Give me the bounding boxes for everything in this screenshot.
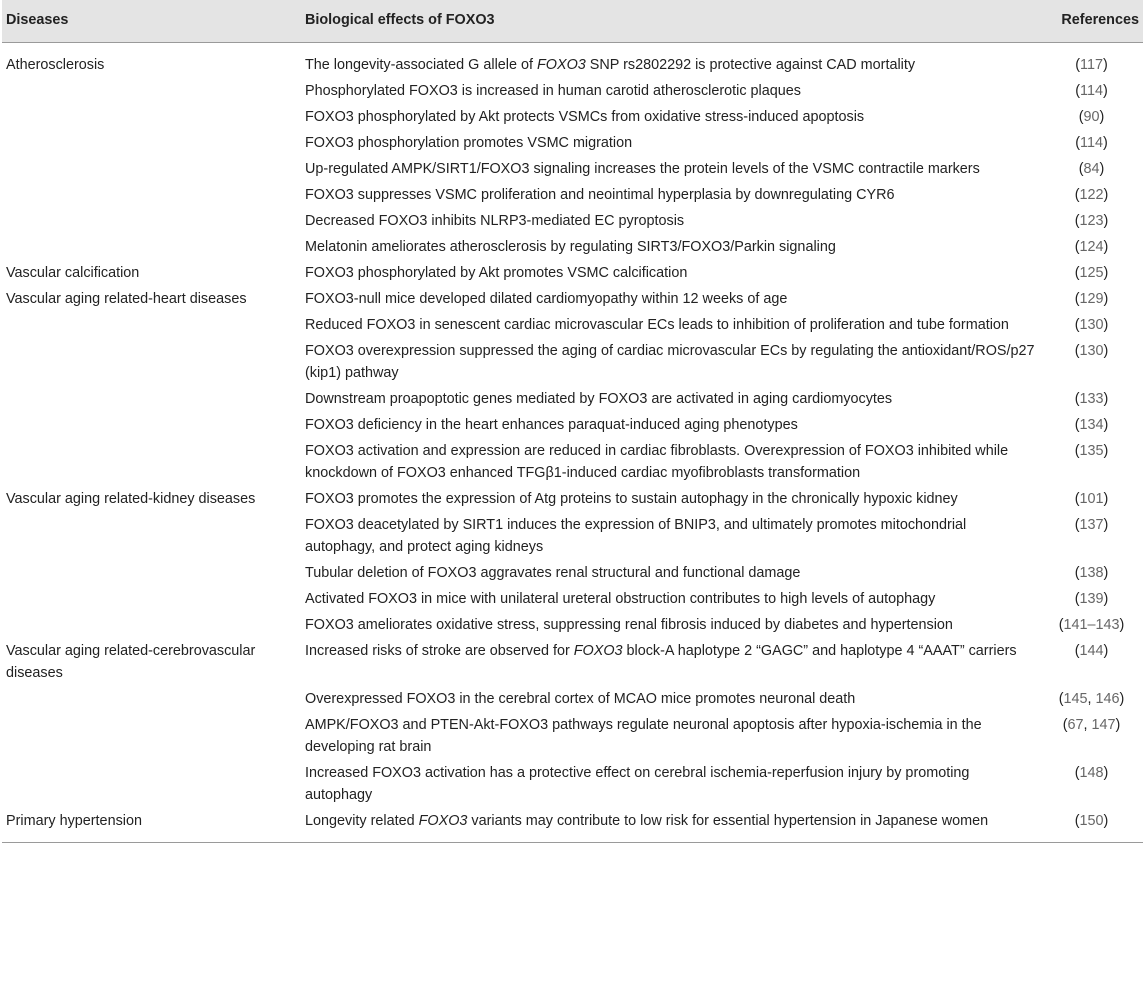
disease-cell <box>2 312 301 338</box>
reference-cell: (133) <box>1074 391 1109 407</box>
effect-text: Downstream proapoptotic genes mediated by FOXO3 are activated in aging cardiomyocytes <box>305 391 893 407</box>
table-row <box>2 312 1143 338</box>
table-row <box>2 712 1143 760</box>
gene-name-italic: FOXO3 <box>536 57 586 73</box>
effect-cell <box>301 412 1040 438</box>
reference-link[interactable]: 135 <box>1079 443 1104 459</box>
table-row <box>2 182 1143 208</box>
reference-cell: (122) <box>1074 187 1109 203</box>
table-row <box>2 612 1143 638</box>
effect-cell <box>301 760 1040 808</box>
effect-text: Reduced FOXO3 in senescent cardiac microvascular ECs leads to inhibition of proliferation and tube formation <box>305 317 1009 333</box>
reference-cell: (114) <box>1075 135 1108 151</box>
table-row <box>2 78 1143 104</box>
reference-cell: (84) <box>1078 161 1105 177</box>
reference-link[interactable]: 117 <box>1080 57 1103 73</box>
disease-cell <box>2 386 301 412</box>
reference-cell: (67, 147) <box>1062 717 1121 733</box>
effect-cell <box>301 638 1040 686</box>
reference-cell: (130) <box>1074 317 1109 333</box>
reference-cell: (148) <box>1074 765 1109 781</box>
disease-cell <box>2 612 301 638</box>
effect-text: Decreased FOXO3 inhibits NLRP3-mediated EC pyroptosis <box>305 213 685 229</box>
effect-text: Up-regulated AMPK/SIRT1/FOXO3 signaling increases the protein levels of the VSMC contractile markers <box>305 161 980 177</box>
reference-link[interactable]: 114 <box>1080 83 1103 99</box>
reference-cell: (137) <box>1074 517 1109 533</box>
disease-cell <box>2 412 301 438</box>
reference-link[interactable]: 141–143 <box>1063 617 1120 633</box>
table-row <box>2 638 1143 686</box>
table-row <box>2 156 1143 182</box>
reference-link[interactable]: 130 <box>1079 343 1104 359</box>
reference-cell: (139) <box>1074 591 1109 607</box>
table-row <box>2 260 1143 286</box>
effect-text: variants may contribute to low risk for essential hypertension in Japanese women <box>467 813 989 829</box>
effect-cell <box>301 104 1040 130</box>
table-row <box>2 412 1143 438</box>
disease-cell <box>2 182 301 208</box>
reference-link[interactable]: 145 <box>1063 691 1088 707</box>
foxo3-table-container <box>2 0 1143 843</box>
effect-text: AMPK/FOXO3 and PTEN-Akt-FOXO3 pathways regulate neuronal apoptosis after hypoxia-ischemia in the developing rat brain <box>305 717 982 755</box>
reference-cell: (123) <box>1074 213 1109 229</box>
reference-link[interactable]: 67 <box>1067 717 1084 733</box>
table-row <box>2 760 1143 808</box>
table-row <box>2 486 1143 512</box>
reference-link[interactable]: 147 <box>1091 717 1116 733</box>
table-header-row <box>2 0 1143 43</box>
disease-cell <box>2 156 301 182</box>
effect-text: FOXO3 activation and expression are reduced in cardiac fibroblasts. Overexpression of FOXO3 inhibited while knockdown of FOXO3 enhanced TFGβ1-induced cardiac myofibroblasts transformation <box>305 443 1009 481</box>
disease-cell: Atherosclerosis <box>6 57 105 73</box>
effect-cell <box>301 260 1040 286</box>
effect-text: FOXO3 promotes the expression of Atg proteins to sustain autophagy in the chronically hypoxic kidney <box>305 491 958 507</box>
reference-cell: (90) <box>1078 109 1105 125</box>
reference-link[interactable]: 133 <box>1079 391 1104 407</box>
reference-link[interactable]: 101 <box>1079 491 1104 507</box>
effect-cell <box>301 612 1040 638</box>
effect-text: Phosphorylated FOXO3 is increased in human carotid atherosclerotic plaques <box>305 83 801 99</box>
disease-cell: Vascular aging related-heart diseases <box>6 291 247 307</box>
effect-cell <box>301 686 1040 712</box>
table-bottom-rule <box>2 842 1143 843</box>
effect-cell <box>301 156 1040 182</box>
reference-cell: (145, 146) <box>1058 691 1125 707</box>
reference-cell: (124) <box>1074 239 1109 255</box>
effect-text: Activated FOXO3 in mice with unilateral ureteral obstruction contributes to high levels of autophagy <box>305 591 936 607</box>
table-row <box>2 286 1143 312</box>
gene-name-italic: FOXO3 <box>418 813 468 829</box>
table-row <box>2 808 1143 842</box>
reference-cell: (117) <box>1075 57 1108 73</box>
effect-text: Overexpressed FOXO3 in the cerebral cortex of MCAO mice promotes neuronal death <box>305 691 856 707</box>
effect-text: FOXO3 phosphorylated by Akt promotes VSMC calcification <box>305 265 688 281</box>
effect-cell <box>301 43 1040 79</box>
effect-text: FOXO3-null mice developed dilated cardiomyopathy within 12 weeks of age <box>305 291 788 307</box>
effect-cell <box>301 286 1040 312</box>
effect-cell <box>301 130 1040 156</box>
reference-link[interactable]: 125 <box>1079 265 1104 281</box>
effect-cell <box>301 78 1040 104</box>
effect-cell <box>301 560 1040 586</box>
effect-cell <box>301 486 1040 512</box>
effect-text: FOXO3 suppresses VSMC proliferation and neointimal hyperplasia by downregulating CYR6 <box>305 187 895 203</box>
table-row <box>2 234 1143 260</box>
effect-text: FOXO3 deacetylated by SIRT1 induces the expression of BNIP3, and ultimately promotes mitochondrial autophagy, and protect aging kidneys <box>305 517 967 555</box>
reference-link[interactable]: 144 <box>1079 643 1104 659</box>
effect-cell <box>301 208 1040 234</box>
table-row <box>2 586 1143 612</box>
disease-cell: Vascular calcification <box>6 265 140 281</box>
disease-cell <box>2 512 301 560</box>
effect-text: block-A haplotype 2 “GAGC” and haplotype 4 “AAAT” carriers <box>622 643 1017 659</box>
table-row <box>2 130 1143 156</box>
effect-text: Increased risks of stroke are observed for <box>305 643 574 659</box>
reference-cell: (114) <box>1075 83 1108 99</box>
disease-cell: Vascular aging related-cerebrovascular diseases <box>6 643 256 681</box>
reference-link[interactable]: 138 <box>1079 565 1104 581</box>
reference-cell: (130) <box>1074 343 1109 359</box>
reference-link[interactable]: 146 <box>1095 691 1120 707</box>
table-row <box>2 43 1143 79</box>
effect-text: Increased FOXO3 activation has a protective effect on cerebral ischemia-reperfusion injury by promoting autophagy <box>305 765 970 803</box>
effect-text: FOXO3 overexpression suppressed the aging of cardiac microvascular ECs by regulating the antioxidant/ROS/p27 (kip1) pathway <box>305 343 1035 381</box>
effect-cell <box>301 338 1040 386</box>
disease-cell: Primary hypertension <box>6 813 142 829</box>
effect-cell <box>301 312 1040 338</box>
reference-link[interactable]: 129 <box>1079 291 1104 307</box>
reference-cell: (125) <box>1074 265 1109 281</box>
reference-cell: (144) <box>1074 643 1109 659</box>
reference-link[interactable]: 114 <box>1080 135 1103 151</box>
reference-cell: (129) <box>1074 291 1109 307</box>
table-body <box>2 43 1143 843</box>
effect-text: FOXO3 phosphorylation promotes VSMC migration <box>305 135 633 151</box>
disease-cell <box>2 560 301 586</box>
disease-cell <box>2 438 301 486</box>
reference-cell: (135) <box>1074 443 1109 459</box>
reference-link[interactable]: 150 <box>1079 813 1104 829</box>
effect-cell <box>301 386 1040 412</box>
reference-link[interactable]: 130 <box>1079 317 1104 333</box>
disease-cell <box>2 712 301 760</box>
reference-link[interactable]: 134 <box>1079 417 1104 433</box>
table-row <box>2 338 1143 386</box>
effect-cell <box>301 808 1040 842</box>
effect-cell <box>301 586 1040 612</box>
disease-cell: Vascular aging related-kidney diseases <box>6 491 256 507</box>
disease-cell <box>2 78 301 104</box>
foxo3-diseases-table <box>2 0 1143 842</box>
reference-link[interactable]: 148 <box>1079 765 1104 781</box>
table-row <box>2 208 1143 234</box>
reference-cell: (150) <box>1074 813 1109 829</box>
effect-text: FOXO3 deficiency in the heart enhances paraquat-induced aging phenotypes <box>305 417 798 433</box>
effect-text: SNP rs2802292 is protective against CAD mortality <box>585 57 916 73</box>
header-biological-effects: Biological effects of FOXO3 <box>301 0 1040 43</box>
table-row <box>2 560 1143 586</box>
disease-cell <box>2 586 301 612</box>
disease-cell <box>2 208 301 234</box>
effect-text: Melatonin ameliorates atherosclerosis by regulating SIRT3/FOXO3/Parkin signaling <box>305 239 836 255</box>
effect-text: Longevity related <box>305 813 419 829</box>
reference-cell: (101) <box>1074 491 1109 507</box>
table-row <box>2 686 1143 712</box>
effect-text: The longevity-associated G allele of <box>305 57 537 73</box>
disease-cell <box>2 130 301 156</box>
table-row <box>2 386 1143 412</box>
effect-cell <box>301 438 1040 486</box>
effect-text: FOXO3 phosphorylated by Akt protects VSMCs from oxidative stress-induced apoptosis <box>305 109 865 125</box>
disease-cell <box>2 686 301 712</box>
reference-link[interactable]: 137 <box>1079 517 1104 533</box>
effect-cell <box>301 234 1040 260</box>
reference-link[interactable]: 139 <box>1079 591 1104 607</box>
reference-link[interactable]: 124 <box>1079 239 1104 255</box>
effect-cell <box>301 512 1040 560</box>
table-row <box>2 104 1143 130</box>
header-diseases: Diseases <box>2 0 301 43</box>
gene-name-italic: FOXO3 <box>573 643 623 659</box>
disease-cell <box>2 104 301 130</box>
header-references: References <box>1040 0 1143 43</box>
reference-cell: (141–143) <box>1058 617 1125 633</box>
reference-link[interactable]: 122 <box>1079 187 1104 203</box>
reference-link[interactable]: 90 <box>1083 109 1100 125</box>
reference-cell: (138) <box>1074 565 1109 581</box>
reference-cell: (134) <box>1074 417 1109 433</box>
effect-cell <box>301 712 1040 760</box>
disease-cell <box>2 234 301 260</box>
effect-text: FOXO3 ameliorates oxidative stress, suppressing renal fibrosis induced by diabetes and hypertension <box>305 617 953 633</box>
table-row <box>2 512 1143 560</box>
reference-link[interactable]: 123 <box>1079 213 1104 229</box>
disease-cell <box>2 338 301 386</box>
disease-cell <box>2 760 301 808</box>
effect-text: Tubular deletion of FOXO3 aggravates renal structural and functional damage <box>305 565 801 581</box>
table-row <box>2 438 1143 486</box>
reference-link[interactable]: 84 <box>1083 161 1100 177</box>
effect-cell <box>301 182 1040 208</box>
